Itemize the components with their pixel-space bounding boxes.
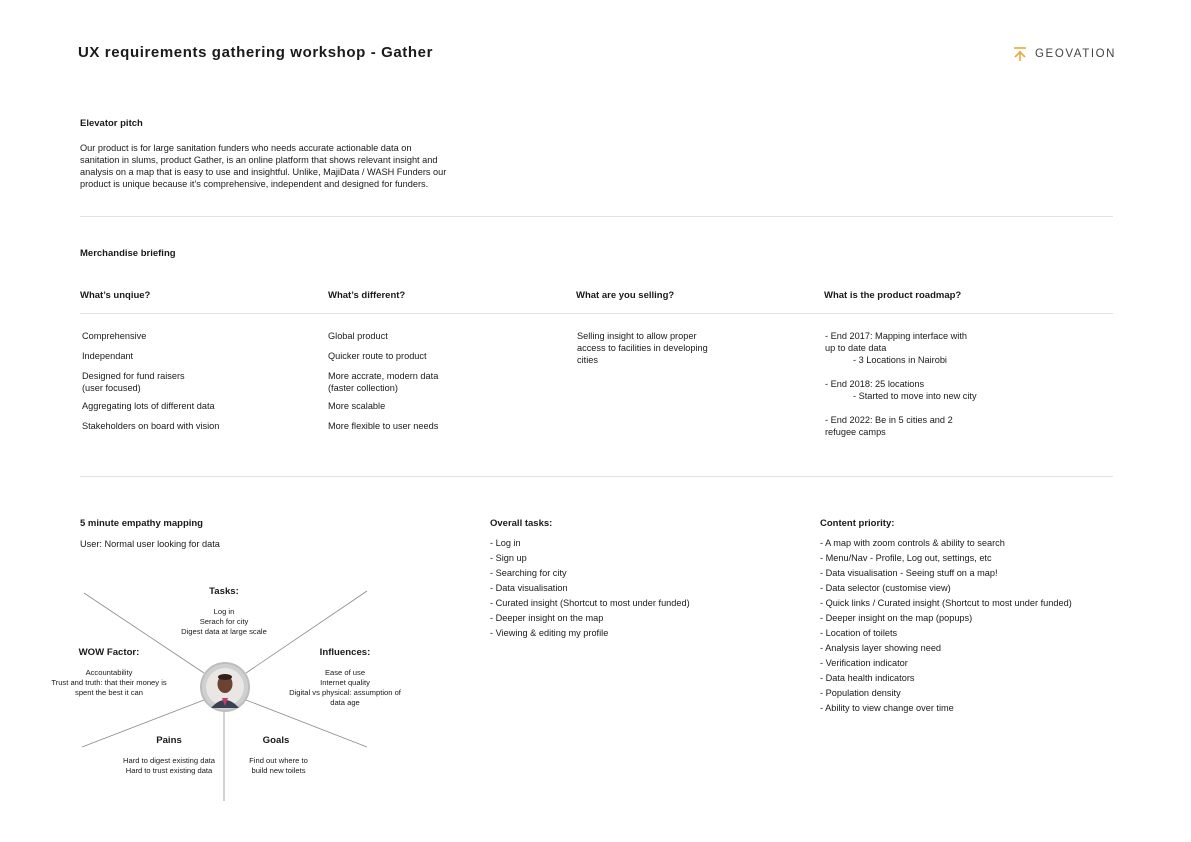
influences-line: Internet quality	[320, 678, 370, 687]
list-item: - Viewing & editing my profile	[490, 628, 609, 638]
goals-body	[231, 756, 326, 776]
pains-line: Hard to digest existing data	[122, 756, 216, 765]
tasks-title: Tasks:	[209, 586, 239, 597]
list-item: - Deeper insight on the map (popups)	[820, 613, 973, 623]
merch-item: More accrate, modern data (faster collection)	[328, 371, 439, 393]
empathy-user: User: Normal user looking for data	[80, 539, 220, 549]
goals-line: Find out where to	[249, 756, 308, 765]
elevator-line: sanitation in slums, product Gather, is an online platform that shows relevant insight and	[80, 155, 438, 165]
page-title: UX requirements gathering workshop - Gather	[78, 44, 434, 61]
merch-col-title-selling: What are you selling?	[576, 290, 675, 301]
elevator-line: analysis on a map that is easy to use and insightful. Unlike, MajiData / WASH Funders our	[80, 167, 447, 177]
list-item: - Population density	[820, 688, 901, 698]
roadmap-subitem: - Started to move into new city	[853, 391, 977, 401]
pains-body	[109, 756, 229, 776]
merch-item: Selling insight to allow proper access to facilities in developing cities	[577, 331, 708, 365]
elevator-heading: Elevator pitch	[80, 118, 143, 129]
tasks-line: Serach for city	[199, 617, 249, 626]
list-item: - Sign up	[490, 553, 527, 563]
list-item: - Data health indicators	[820, 673, 915, 683]
roadmap-item: - End 2018: 25 locations	[825, 379, 925, 389]
influences-line: Ease of use	[324, 668, 366, 677]
merch-item: More flexible to user needs	[328, 421, 439, 431]
goals-line: build new toilets	[251, 766, 306, 775]
influences-title: Influences:	[319, 647, 371, 658]
influences-line: data age	[330, 698, 360, 707]
merch-item: Independant	[82, 351, 134, 361]
merch-item: More scalable	[328, 401, 386, 411]
list-item: - Searching for city	[490, 568, 567, 578]
merch-item: Aggregating lots of different data	[82, 401, 215, 411]
list-item: - Log in	[490, 538, 521, 548]
elevator-line: product is unique because it’s comprehensive, independent and designed for funders.	[80, 179, 429, 189]
merch-col-title-unique: What’s unqiue?	[80, 290, 151, 301]
merch-item: Designed for fund raisers (user focused)	[82, 371, 185, 393]
content-priority-heading: Content priority:	[820, 518, 895, 529]
roadmap-item: - End 2022: Be in 5 cities and 2 refugee camps	[825, 415, 953, 437]
list-item: - Quick links / Curated insight (Shortcut to most under funded)	[820, 598, 1072, 608]
avatar	[200, 662, 250, 712]
overall-tasks-heading: Overall tasks:	[490, 518, 553, 529]
merch-col-title-different: What’s different?	[328, 290, 406, 301]
user-avatar-icon	[200, 662, 250, 712]
wow-line: spent the best it can	[75, 688, 143, 697]
merch-item: Quicker route to product	[328, 351, 427, 361]
list-item: - Deeper insight on the map	[490, 613, 604, 623]
wow-line: Accountability	[85, 668, 133, 677]
influences-line: Digital vs physical: assumption of	[289, 688, 401, 697]
geovation-logo-icon	[1013, 46, 1027, 62]
merch-item: Stakeholders on board with vision	[82, 421, 220, 431]
roadmap-item: - End 2017: Mapping interface with up to date data	[825, 331, 967, 353]
influences-body	[280, 668, 410, 708]
list-item: - Data visualisation - Seeing stuff on a map!	[820, 568, 998, 578]
brand-name: GEOVATION	[1035, 48, 1117, 60]
empathy-heading: 5 minute empathy mapping	[80, 518, 203, 529]
pains-line: Hard to trust existing data	[125, 766, 213, 775]
tasks-line: Log in	[213, 607, 235, 616]
roadmap-subitem: - 3 Locations in Nairobi	[853, 355, 947, 365]
tasks-line: Digest data at large scale	[181, 627, 267, 636]
list-item: - Ability to view change over time	[820, 703, 954, 713]
overall-tasks-list	[490, 536, 690, 641]
elevator-line: Our product is for large sanitation funders who needs accurate actionable data on	[80, 143, 412, 153]
list-item: - Location of toilets	[820, 628, 898, 638]
goals-title: Goals	[262, 735, 290, 746]
empathy-map-lines	[0, 0, 460, 842]
list-item: - A map with zoom controls & ability to search	[820, 538, 1005, 548]
list-item: - Data selector (customise view)	[820, 583, 951, 593]
wow-body	[44, 668, 174, 698]
wow-line: Trust and truth: that their money is	[51, 678, 167, 687]
tasks-body	[164, 607, 284, 637]
brand-logo	[1013, 46, 1116, 62]
list-item: - Data visualisation	[490, 583, 568, 593]
list-item: - Verification indicator	[820, 658, 908, 668]
merch-col-title-roadmap: What is the product roadmap?	[824, 290, 962, 301]
merch-heading: Merchandise briefing	[80, 248, 176, 259]
list-item: - Curated insight (Shortcut to most under funded)	[490, 598, 690, 608]
wow-title: WOW Factor:	[78, 647, 140, 658]
merch-item: Comprehensive	[82, 331, 147, 341]
pains-title: Pains	[156, 735, 182, 746]
list-item: - Analysis layer showing need	[820, 643, 942, 653]
content-priority-list	[820, 536, 1072, 716]
list-item: - Menu/Nav - Profile, Log out, settings, etc	[820, 553, 992, 563]
merch-item: Global product	[328, 331, 388, 341]
